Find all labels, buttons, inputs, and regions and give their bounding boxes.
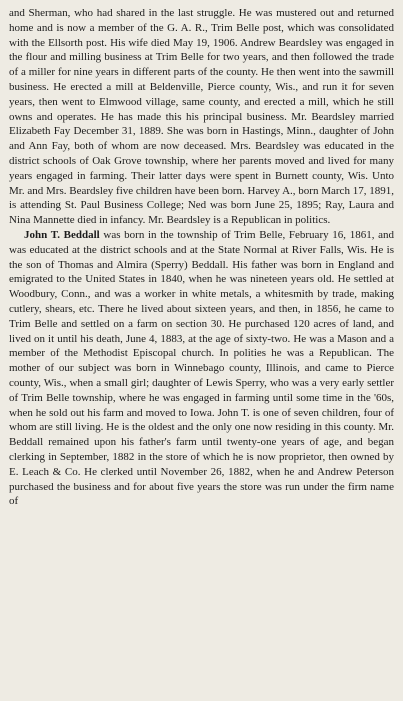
- biography-name: John T. Beddall: [24, 228, 100, 241]
- biography-text: was born in the township of Trim Belle, February 16, 1861, and was educated at the district schools and at the State Normal at River Falls, Wis. He is the son of Thomas and Almira (Sperry) Beddall. His father was born in England and emigrated to the United States in 1840, when he was nineteen years old. He settled at Woodbury, Conn., and was a worker in white metals, a whitesmith by trade, making cutlery, shears, etc. There he lived about sixteen years, and then, in 1856, he came to Trim Belle and settled on a farm on section 30. He purchased 120 acres of land, and lived on it until his death, June 4, 1883, at the age of sixty-two. He was a Mason and a member of the Methodist Episcopal church. In polities he was a Republican. The mother of our subject was born in Winnebago county, Illinois, and came to Pierce county, Wis., when a small girl; daughter of Lewis Sperry, who was a very early settler of Trim Belle township, where he was engaged in farming until some time in the '60s, when he sold out his farm and moved to Iowa. John T. is one of seven children, four of whom are still living. He is the oldest and the only one now residing in this county. Mr. Beddall remained upon his father's farm until twenty-one years of age, and began clerking in September, 1882 in the store of which he is now proprietor, then owned by E. Leach & Co. He clerked until November 26, 1882, when he and Andrew Peterson purchased the business and for about five years the store was run under the firm name of: [9, 228, 394, 508]
- paragraph-beddall: [9, 228, 394, 509]
- paragraph-beardsley: and Sherman, who had shared in the last struggle. He was mustered out and returned home and is now a member of the G. A. R., Trim Belle post, which was consolidated with the Ellsorth post. His wife died May 19, 1906. Andrew Beardsley was engaged in the flour and milling business at Trim Belle for two years, and then followed the trade of a miller for nine years in different parts of the county. He then went into the sawmill business. He erected a mill at Beldenville, Pierce county, Wis., and run it for seven years, then went to Elmwood village, same county, and erected a mill, which he still owns and operates. He has made this his principal business. Mr. Beardsley married Elizabeth Fay December 31, 1889. She was born in Hastings, Minn., daughter of John and Ann Fay, both of whom are now deceased. Mrs. Beardsley was educated in the district schools of Oak Grove township, where her parents moved and lived for many years engaged in farming. Their latter days were spent in Burnett county, Wis. Unto Mr. and Mrs. Beardsley five children have been born. Harvey A., born March 17, 1891, is attending St. Paul Business College; Ned was born June 25, 1895; Ray, Laura and Nina Mannette died in infancy. Mr. Beardsley is a Republican in politics.: [9, 7, 394, 227]
- body-text: [9, 6, 394, 509]
